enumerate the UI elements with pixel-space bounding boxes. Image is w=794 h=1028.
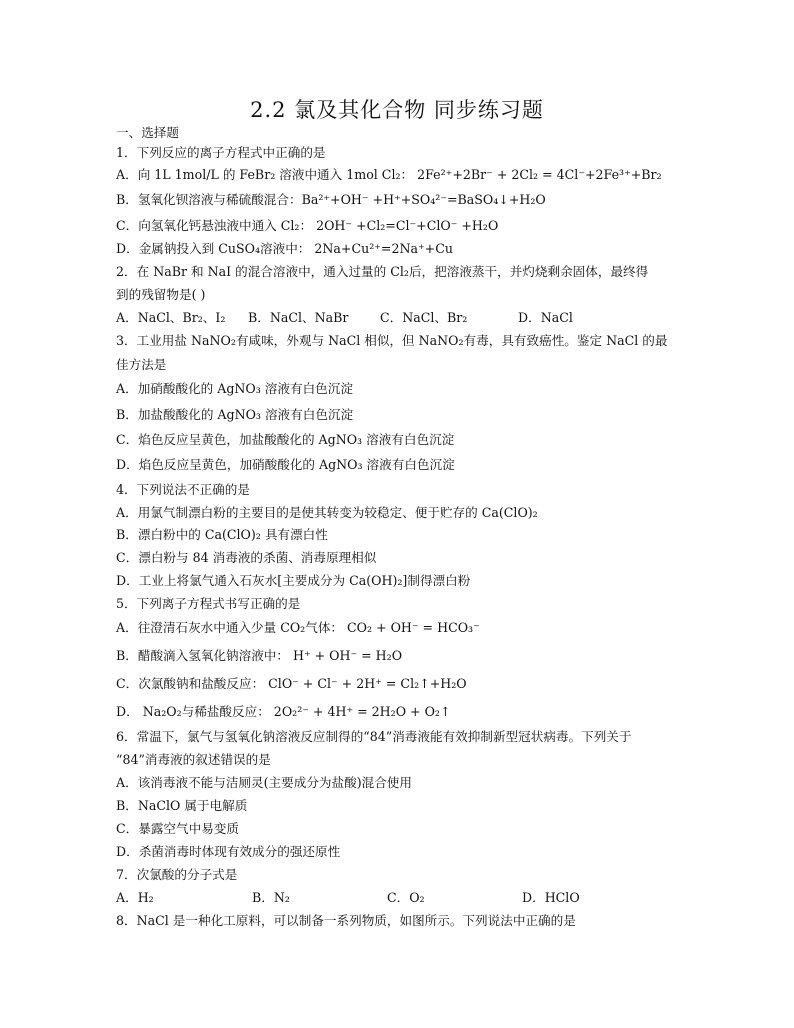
question-7-option-b: B．N₂ — [252, 890, 290, 905]
question-7-options — [116, 889, 580, 906]
question-4-option-a: A．用氯气制漂白粉的主要目的是使其转变为较稳定、便于贮存的 Ca(ClO)₂ — [116, 505, 538, 520]
question-6-option-b: B．NaClO 属于电解质 — [116, 798, 248, 813]
question-7-option-c: C．O₂ — [387, 890, 425, 905]
question-2-option-d: D．NaCl — [518, 310, 573, 325]
question-7-option-d: D．HClO — [522, 890, 580, 905]
question-6-option-d: D．杀菌消毒时体现有效成分的强还原性 — [116, 844, 341, 859]
question-3-stem-cont: 佳方法是 — [116, 357, 167, 372]
question-2-option-b: B．NaCl、NaBr — [248, 310, 349, 325]
question-1-option-d: D．金属钠投入到 CuSO₄溶液中： 2Na+Cu²⁺=2Na⁺+Cu — [116, 241, 453, 256]
question-4-option-c: C．漂白粉与 84 消毒液的杀菌、消毒原理相似 — [116, 550, 377, 565]
question-5-option-b: B．醋酸滴入氢氧化钠溶液中： H⁺ + OH⁻ = H₂O — [116, 648, 403, 663]
question-1-option-c: C．向氢氧化钙悬浊液中通入 Cl₂： 2OH⁻ +Cl₂=Cl⁻+ClO⁻ +H₂O — [116, 218, 499, 233]
question-1-option-a: A．向 1L 1mol/L 的 FeBr₂ 溶液中通入 1mol Cl₂： 2Fe²⁺+2Br⁻ + 2Cl₂ = 4Cl⁻+2Fe³⁺+Br₂ — [116, 167, 662, 182]
question-1-stem: 1．下列反应的离子方程式中正确的是 — [116, 145, 326, 160]
question-2-options — [116, 309, 573, 326]
question-4-option-d: D．工业上将氯气通入石灰水[主要成分为 Ca(OH)₂]制得漂白粉 — [116, 573, 471, 588]
question-6-stem-cont: “84”消毒液的叙述错误的是 — [116, 752, 271, 767]
question-4-stem: 4．下列说法不正确的是 — [116, 482, 250, 497]
question-8-stem: 8．NaCl 是一种化工原料，可以制备一系列物质，如图所示。下列说法中正确的是 — [116, 913, 576, 928]
question-3-stem: 3．工业用盐 NaNO₂有咸味，外观与 NaCl 相似，但 NaNO₂有毒，具有致癌性。鉴定 NaCl 的最 — [116, 333, 668, 348]
question-2-option-a: A．NaCl、Br₂、I₂ — [116, 310, 226, 325]
question-3-option-b: B．加盐酸酸化的 AgNO₃ 溶液有白色沉淀 — [116, 407, 354, 422]
question-7-option-a: A．H₂ — [116, 890, 154, 905]
question-3-option-d: D．焰色反应呈黄色，加硝酸酸化的 AgNO₃ 溶液有白色沉淀 — [116, 457, 455, 472]
question-2-stem: 2．在 NaBr 和 NaI 的混合溶液中，通入过量的 Cl₂后，把溶液蒸干，并灼烧剩余固体，最终得 — [116, 264, 649, 279]
question-5-option-c: C．次氯酸钠和盐酸反应： ClO⁻ + Cl⁻ + 2H⁺ = Cl₂↑+H₂O — [116, 676, 467, 691]
question-3-option-a: A．加硝酸酸化的 AgNO₃ 溶液有白色沉淀 — [116, 381, 353, 396]
question-5-option-a: A．往澄清石灰水中通入少量 CO₂气体： CO₂ + OH⁻ = HCO₃⁻ — [116, 620, 480, 635]
question-1-option-b: B．氢氧化钡溶液与稀硫酸混合：Ba²⁺+OH⁻ +H⁺+SO₄²⁻=BaSO₄↓+H₂O — [116, 192, 546, 207]
question-5-stem: 5．下列离子方程式书写正确的是 — [116, 596, 301, 611]
section-heading: 一、选择题 — [116, 125, 179, 140]
question-6-option-c: C．暴露空气中易变质 — [116, 821, 239, 836]
question-4-option-b: B．漂白粉中的 Ca(ClO)₂ 具有漂白性 — [116, 527, 328, 542]
question-7-stem: 7．次氯酸的分子式是 — [116, 867, 238, 882]
question-3-option-c: C．焰色反应呈黄色，加盐酸酸化的 AgNO₃ 溶液有白色沉淀 — [116, 432, 455, 447]
question-5-option-d: D． Na₂O₂与稀盐酸反应： 2O₂²⁻ + 4H⁺ = 2H₂O + O₂↑ — [116, 704, 451, 719]
question-6-option-a: A．该消毒液不能与洁厕灵(主要成分为盐酸)混合使用 — [116, 775, 412, 790]
question-2-stem-cont: 到的残留物是( ) — [116, 287, 206, 302]
page-title: 2.2 氯及其化合物 同步练习题 — [250, 98, 544, 122]
question-6-stem: 6．常温下，氯气与氢氧化钠溶液反应制得的“84”消毒液能有效抑制新型冠状病毒。下列关于 — [116, 729, 632, 744]
question-2-option-c: C．NaCl、Br₂ — [380, 310, 468, 325]
